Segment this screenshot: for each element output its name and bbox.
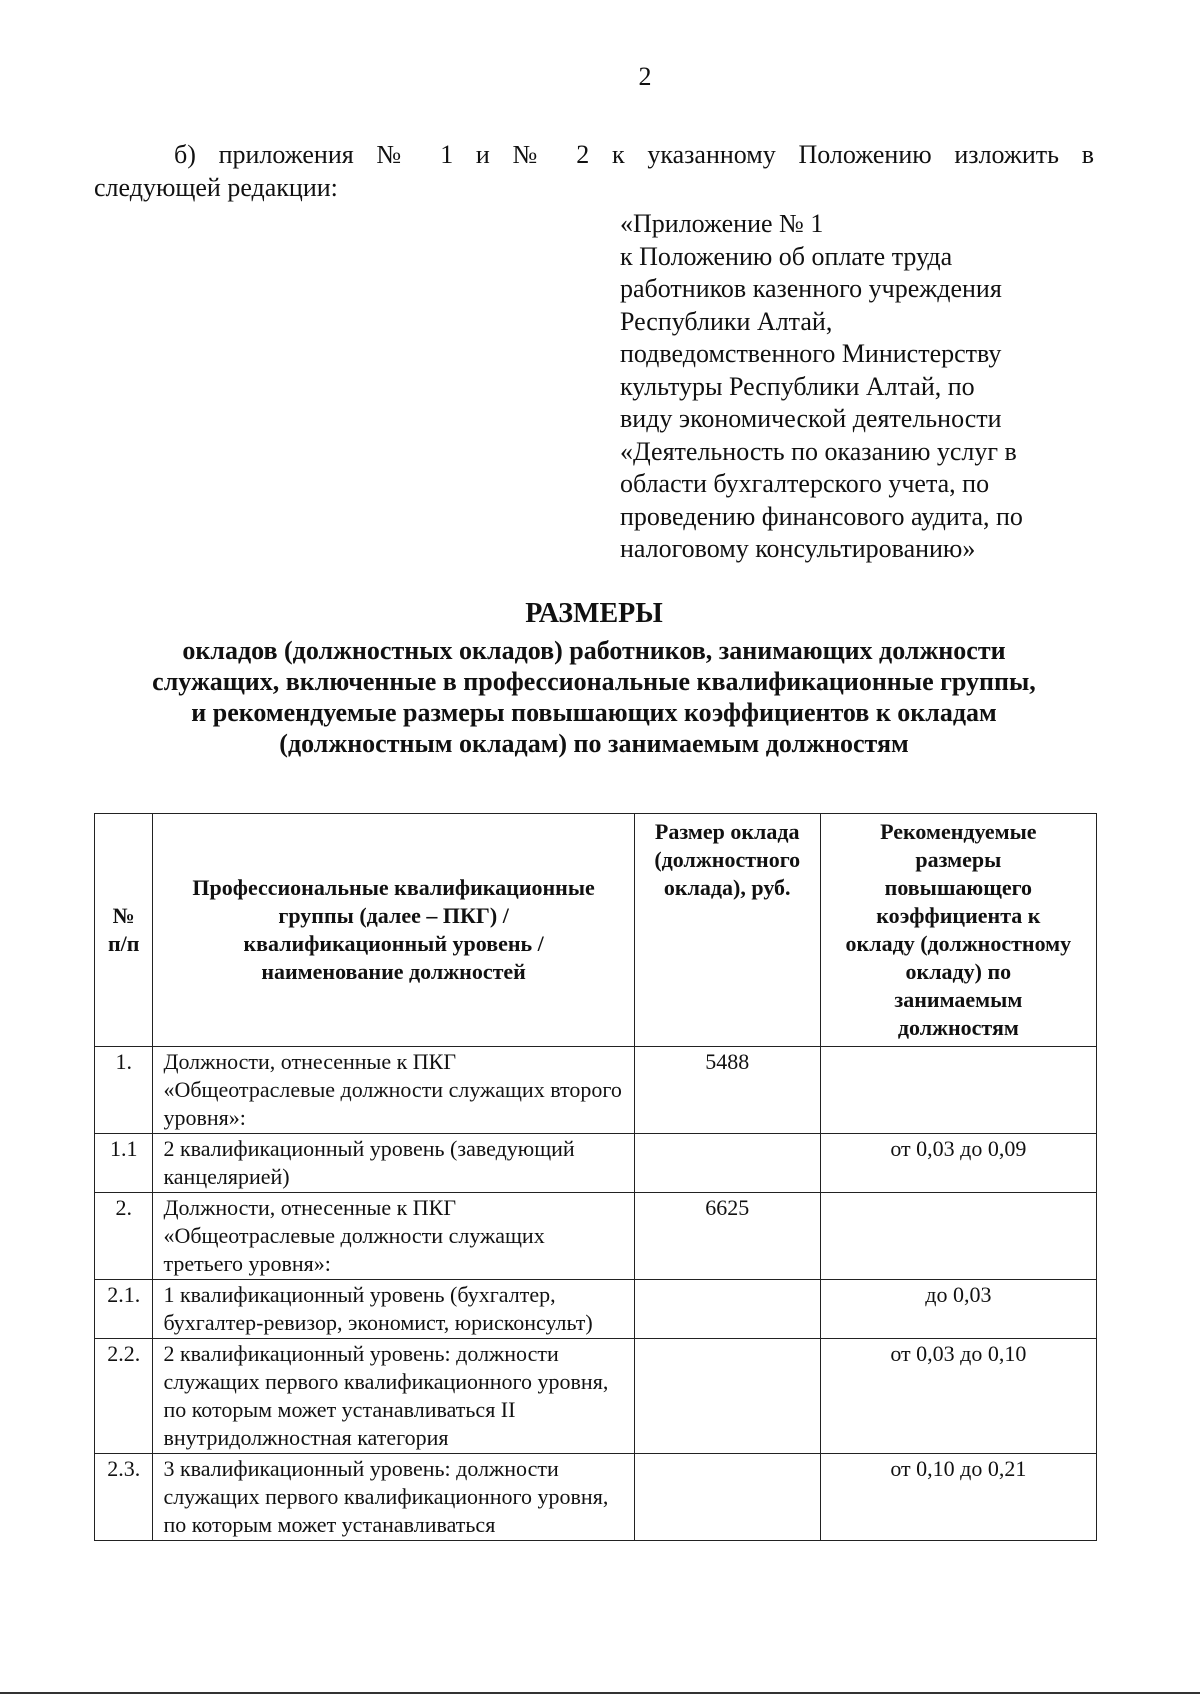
table-row <box>95 1047 1097 1134</box>
bottom-rule <box>0 1692 1200 1694</box>
row-amount <box>634 1280 820 1339</box>
header-num: № п/п <box>95 814 153 1047</box>
row-num: 2.2. <box>95 1339 153 1454</box>
row-name: 3 квалификационный уровень: должности служащих первого квалификационного уровня, по которым может устанавливаться <box>153 1454 634 1541</box>
appendix-line: «Деятельность по оказанию услуг в <box>620 436 1017 466</box>
appendix-line: подведомственного Министерству <box>620 339 1002 368</box>
row-name: 2 квалификационный уровень: должности служащих первого квалификационного уровня, по которым может устанавливаться II внутридолжностная категория <box>153 1339 634 1454</box>
appendix-line: работников казенного учреждения <box>620 274 1002 303</box>
row-amount <box>634 1134 820 1193</box>
appendix-line: культуры Республики Алтай, по <box>620 371 975 401</box>
row-amount: 6625 <box>634 1193 820 1280</box>
row-name: 1 квалификационный уровень (бухгалтер, бухгалтер-ревизор, экономист, юрисконсульт) <box>153 1280 634 1339</box>
appendix-line: «Приложение № 1 <box>620 209 824 238</box>
appendix-line: Республики Алтай, <box>620 306 833 336</box>
row-name: Должности, отнесенные к ПКГ «Общеотраслевые должности служащих второго уровня»: <box>153 1047 634 1134</box>
row-coefficient: до 0,03 <box>820 1280 1096 1339</box>
header-name: Профессиональные квалификационные группы (далее – ПКГ) / квалификационный уровень / наименование должностей <box>153 814 634 1047</box>
appendix-line: области бухгалтерского учета, по <box>620 469 990 498</box>
appendix-line: налоговому консультированию» <box>620 534 976 563</box>
row-coefficient: от 0,03 до 0,10 <box>820 1339 1096 1454</box>
appendix-reference <box>620 208 1080 566</box>
row-num: 2. <box>95 1193 153 1280</box>
row-num: 1.1 <box>95 1134 153 1193</box>
intro-line-2: следующей редакции: <box>94 173 338 202</box>
table-row <box>95 1339 1097 1454</box>
table-row <box>95 1134 1097 1193</box>
row-num: 1. <box>95 1047 153 1134</box>
table-header-row <box>95 814 1097 1047</box>
row-coefficient: от 0,03 до 0,09 <box>820 1134 1096 1193</box>
intro-paragraph <box>94 138 1094 204</box>
title-subtitle-line: и рекомендуемые размеры повышающих коэффициентов к окладам <box>191 698 997 727</box>
row-coefficient <box>820 1047 1096 1134</box>
row-num: 2.1. <box>95 1280 153 1339</box>
row-amount <box>634 1339 820 1454</box>
salary-table <box>94 813 1097 1541</box>
row-num: 2.3. <box>95 1454 153 1541</box>
page-number: 2 <box>638 62 652 91</box>
row-amount: 5488 <box>634 1047 820 1134</box>
header-amount: Размер оклада (должностного оклада), руб. <box>634 814 820 1047</box>
title-subtitle-line: служащих, включенные в профессиональные квалификационные группы, <box>152 667 1036 696</box>
table-row <box>95 1280 1097 1339</box>
row-name: Должности, отнесенные к ПКГ «Общеотраслевые должности служащих третьего уровня»: <box>153 1193 634 1280</box>
row-name: 2 квалификационный уровень (заведующий канцелярией) <box>153 1134 634 1193</box>
table-row <box>95 1454 1097 1541</box>
row-amount <box>634 1454 820 1541</box>
row-coefficient: от 0,10 до 0,21 <box>820 1454 1096 1541</box>
appendix-line: проведению финансового аудита, по <box>620 501 1023 531</box>
title-heading: РАЗМЕРЫ <box>525 598 663 629</box>
title-subtitle-line: (должностным окладам) по занимаемым должностям <box>279 729 909 758</box>
table-row <box>95 1193 1097 1280</box>
title-subtitle-line: окладов (должностных окладов) работников, занимающих должности <box>182 636 1006 665</box>
appendix-line: к Положению об оплате труда <box>620 241 953 271</box>
document-title <box>94 598 1094 759</box>
header-coefficient: Рекомендуемые размеры повышающего коэффициента к окладу (должностному окладу) по занимаемым должностям <box>820 814 1096 1047</box>
row-coefficient <box>820 1193 1096 1280</box>
appendix-line: виду экономической деятельности <box>620 404 1002 433</box>
intro-line-1: б) приложения № 1 и № 2 к указанному Положению изложить в <box>174 140 1094 169</box>
